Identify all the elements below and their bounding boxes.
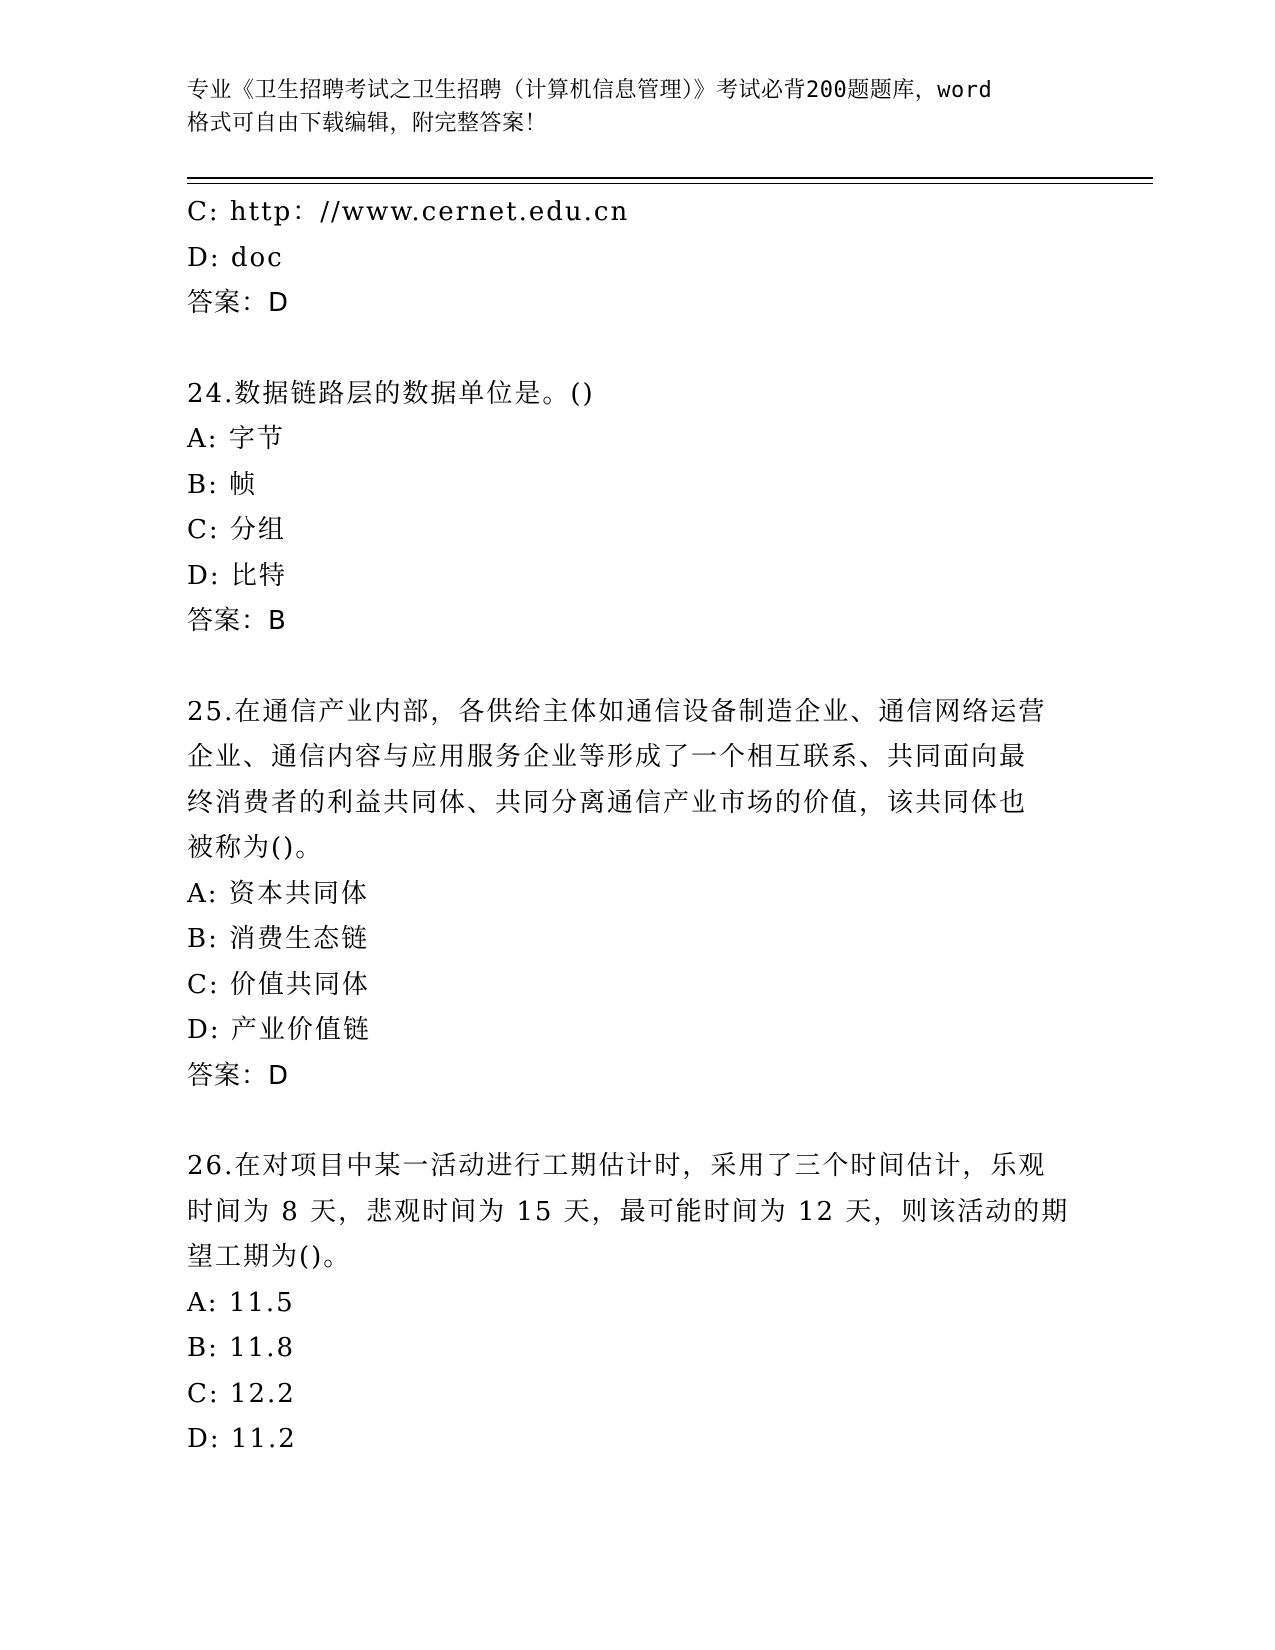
option-line xyxy=(187,508,1067,554)
prev-question xyxy=(187,190,1067,327)
option-text: 12.2 xyxy=(229,1378,296,1409)
option-key: B: xyxy=(187,924,219,954)
document-body xyxy=(187,190,1070,1463)
option-key: A: xyxy=(187,424,219,454)
header-line-2: 格式可自由下载编辑，附完整答案！ xyxy=(187,111,548,136)
option-key: D: xyxy=(187,560,221,591)
option-line xyxy=(187,190,1067,236)
answer-line: 答案：B xyxy=(187,606,287,636)
option-line xyxy=(187,1372,1067,1418)
header-line-1: 专业《卫生招聘考试之卫生招聘（计算机信息管理）》考试必背200题题库，word xyxy=(187,78,993,103)
question-stem-line: 时间为 8 天，悲观时间为 15 天，最可能时间为 12 天，则该活动的期 xyxy=(187,1196,1070,1227)
option-text: 消费生态链 xyxy=(229,924,370,954)
option-line xyxy=(187,463,1067,509)
answer-line: 答案：D xyxy=(187,288,290,318)
option-line xyxy=(187,872,1067,918)
option-text: doc xyxy=(230,242,284,273)
document-header xyxy=(187,74,1087,140)
option-key: A: xyxy=(187,878,219,909)
option-key: B: xyxy=(187,469,219,500)
option-text: 11.5 xyxy=(228,1287,295,1318)
option-line xyxy=(187,963,1067,1009)
option-line xyxy=(187,1326,1067,1372)
question-stem-line: 企业、通信内容与应用服务企业等形成了一个相互联系、共同面向最 xyxy=(187,742,1028,772)
option-key: C: xyxy=(187,969,220,1000)
option-key: D: xyxy=(187,1424,221,1454)
header-rule-thick xyxy=(187,177,1153,179)
option-key: C: xyxy=(187,515,220,545)
answer-line: 答案：D xyxy=(187,1060,290,1091)
option-line xyxy=(187,554,1067,600)
option-key: C: xyxy=(187,197,220,227)
option-text: 11.8 xyxy=(229,1333,296,1363)
option-text: 比特 xyxy=(230,560,287,591)
question-stem-line: 25.在通信产业内部，各供给主体如通信设备制造企业、通信网络运营 xyxy=(187,696,1047,727)
option-key: A: xyxy=(187,1287,219,1318)
option-text: 11.2 xyxy=(230,1424,297,1454)
option-line xyxy=(187,1008,1067,1054)
header-rule-thin xyxy=(187,183,1153,184)
question-26 xyxy=(187,1144,1070,1463)
option-text: 价值共同体 xyxy=(229,969,370,1000)
option-key: D: xyxy=(187,242,221,273)
option-text: 资本共同体 xyxy=(228,878,369,909)
question-24 xyxy=(187,372,1067,645)
option-text: 帧 xyxy=(229,469,258,500)
option-key: D: xyxy=(187,1015,221,1045)
option-text: 产业价值链 xyxy=(230,1015,371,1045)
option-key: B: xyxy=(187,1333,219,1363)
option-text: 分组 xyxy=(229,515,286,545)
option-text: http：//www.cernet.edu.cn xyxy=(229,197,630,227)
question-stem-line: 被称为()。 xyxy=(187,833,324,863)
question-stem-line: 26.在对项目中某一活动进行工期估计时，采用了三个时间估计，乐观 xyxy=(187,1151,1047,1181)
option-key: C: xyxy=(187,1378,220,1409)
option-line xyxy=(187,236,1067,282)
question-stem-line: 终消费者的利益共同体、共同分离通信产业市场的价值，该共同体也 xyxy=(187,787,1028,818)
option-line xyxy=(187,917,1067,963)
question-25 xyxy=(187,690,1067,1100)
option-line xyxy=(187,1281,1067,1327)
option-text: 字节 xyxy=(228,424,285,454)
option-line xyxy=(187,417,1067,463)
question-stem-line: 望工期为()。 xyxy=(187,1242,352,1272)
question-stem: 24.数据链路层的数据单位是。() xyxy=(187,378,595,409)
option-line xyxy=(187,1417,1067,1463)
